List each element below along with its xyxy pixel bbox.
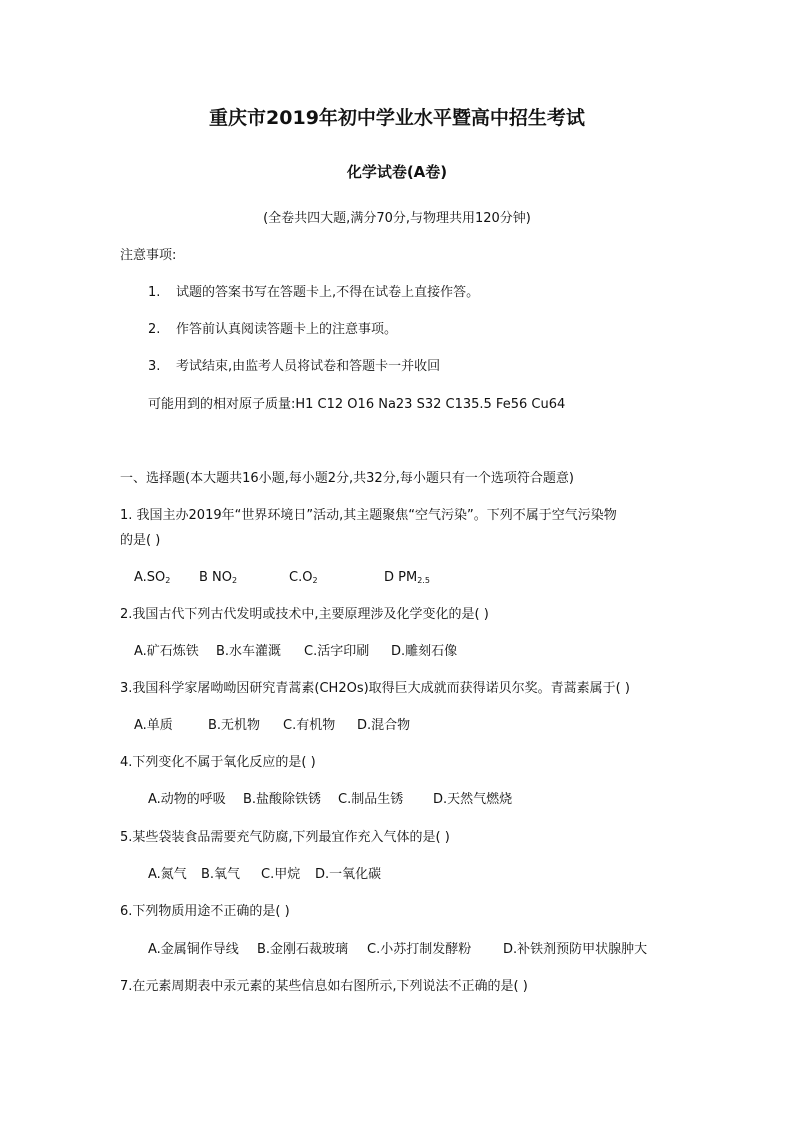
option-a: A.矿石炼铁 <box>134 644 199 659</box>
notice-item-text: 作答前认真阅读答题卡上的注意事项。 <box>176 322 398 337</box>
question-stem: 5.某些袋装食品需要充气防腐,下列最宜作充入气体的是( ) <box>120 830 450 845</box>
notice-item-number: 1. <box>148 285 161 300</box>
option-c: C.小苏打制发酵粉 <box>367 942 472 957</box>
notice-heading: 注意事项: <box>120 248 177 263</box>
atomic-masses-line: 可能用到的相对原子质量:H1 C12 O16 Na23 S32 C135.5 Fe56 Cu64 <box>148 397 566 412</box>
notice-item <box>148 321 397 339</box>
option-b: B $NO_2$ <box>199 570 238 585</box>
question-stem: 6.下列物质用途不正确的是( ) <box>120 904 290 919</box>
option-c: C.活字印刷 <box>304 644 370 659</box>
notice-item-text: 考试结束,由监考人员将试卷和答题卡一并收回 <box>176 359 441 374</box>
option-b: B.无机物 <box>208 718 261 733</box>
option-d: D.混合物 <box>357 718 411 733</box>
option-c: $C.O_2$ <box>289 570 318 585</box>
exam-title: 重庆市2019年初中学业水平暨高中招生考试 <box>209 107 585 129</box>
option-b: B.盐酸除铁锈 <box>243 792 322 807</box>
option-b: B.金刚石裁玻璃 <box>257 942 349 957</box>
option-a: A.动物的呼吸 <box>148 792 226 807</box>
option-d: D.补铁剂预防甲状腺肿大 <box>503 942 648 957</box>
exam-info: (全卷共四大题,满分70分,与物理共用120分钟) <box>263 211 531 226</box>
question-stem: 1. 我国主办2019年“世界环境日”活动,其主题聚焦“空气污染”。下列不属于空气污染物 <box>120 508 617 523</box>
option-a: A.单质 <box>134 718 173 733</box>
question-stem: 2.我国古代下列古代发明或技术中,主要原理涉及化学变化的是( ) <box>120 607 489 622</box>
paper-subtitle: 化学试卷(A卷) <box>346 163 448 181</box>
option-b: B.水车灌溉 <box>216 644 282 659</box>
option-c: C.有机物 <box>283 718 336 733</box>
notice-item <box>148 284 479 302</box>
option-a: $A.SO_2$ <box>134 570 171 585</box>
option-d: D $PM_{2.5}$ <box>384 570 430 585</box>
question-stem: 4.下列变化不属于氧化反应的是( ) <box>120 755 316 770</box>
option-c: C.制品生锈 <box>338 792 404 807</box>
section-heading: 一、选择题(本大题共16小题,每小题2分,共32分,每小题只有一个选项符合题意) <box>120 471 574 486</box>
question-stem-continued: 的是( ) <box>120 533 161 548</box>
notice-item-number: 2. <box>148 322 161 337</box>
option-d: D.一氧化碳 <box>315 867 382 882</box>
option-d: D.天然气燃烧 <box>433 792 513 807</box>
option-c: C.甲烷 <box>261 867 301 882</box>
notice-item <box>148 358 440 376</box>
option-d: D.雕刻石像 <box>391 644 458 659</box>
option-a: A.氮气 <box>148 867 187 882</box>
question-stem: 3.我国科学家屠呦呦因研究青蒿素(CH2Os)取得巨大成就而获得诺贝尔奖。青蒿素属于( ) <box>120 681 630 696</box>
option-a: A.金属铜作导线 <box>148 942 239 957</box>
option-b: B.氧气 <box>201 867 241 882</box>
question-stem: 7.在元素周期表中汞元素的某些信息如右图所示,下列说法不正确的是( ) <box>120 979 528 994</box>
notice-item-text: 试题的答案书写在答题卡上,不得在试卷上直接作答。 <box>176 285 480 300</box>
notice-item-number: 3. <box>148 359 161 374</box>
